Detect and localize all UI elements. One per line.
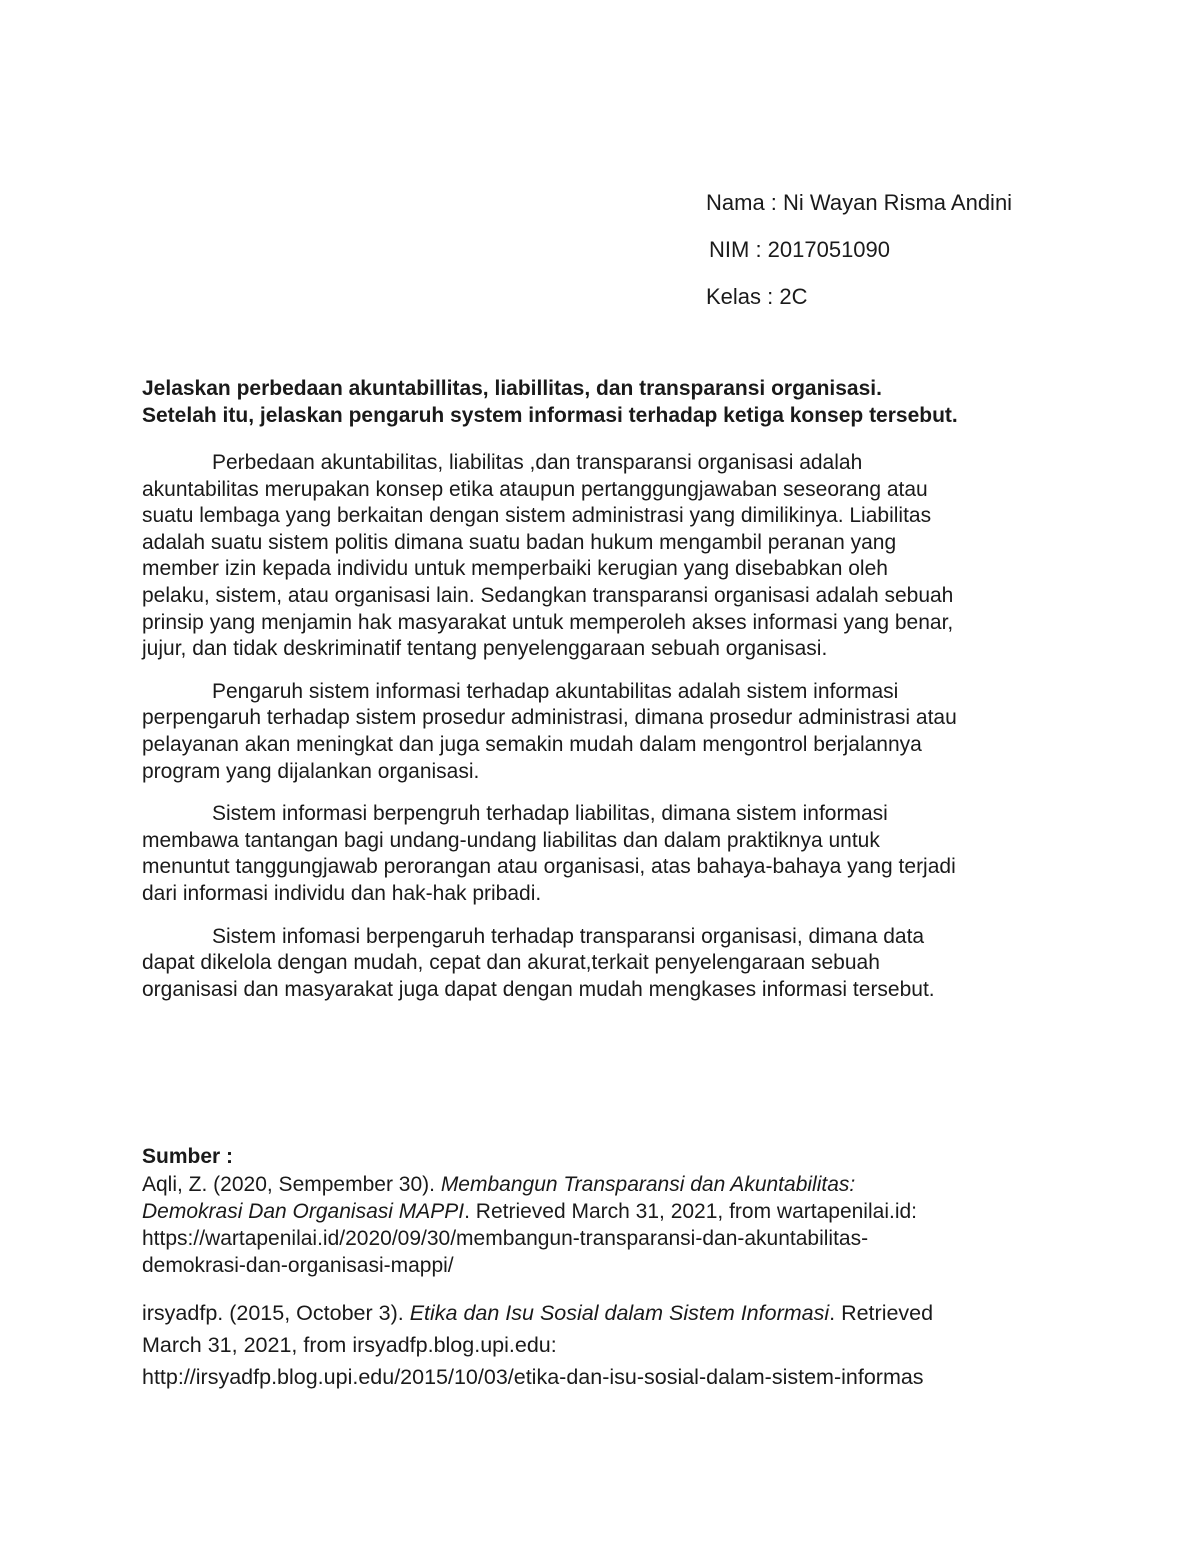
paragraph-line: Sistem infomasi berpengaruh terhadap transparansi organisasi, dimana data (212, 924, 925, 948)
paragraph-line: member izin kepada individu untuk memperbaiki kerugian yang disebabkan oleh (142, 557, 888, 581)
paragraph-line: jujur, dan tidak deskriminatif tentang penyelenggaraan sebuah organisasi. (142, 637, 828, 661)
paragraph-line: akuntabilitas merupakan konsep etika ataupun pertanggungjawaban seseorang atau (142, 477, 928, 501)
reference-author: irsyadfp. (2015, October 3). (142, 1301, 410, 1325)
paragraph-line: Sistem informasi berpengruh terhadap liabilitas, dimana sistem informasi (212, 802, 888, 826)
reference-2 (142, 1297, 1102, 1393)
paragraph-line: adalah suatu sistem politis dimana suatu badan hukum mengambil peranan yang (142, 530, 897, 554)
reference-line (142, 1297, 1102, 1329)
reference-title: Etika dan Isu Sosial dalam Sistem Informasi (409, 1301, 830, 1325)
paragraph-line: perpengaruh terhadap sistem prosedur administrasi, dimana prosedur administrasi atau (142, 706, 957, 730)
reference-title: Membangun Transparansi dan Akuntabilitas: (440, 1173, 856, 1196)
reference-title: Demokrasi Dan Organisasi MAPPI (142, 1200, 465, 1223)
paragraph-line: Pengaruh sistem informasi terhadap akuntabilitas adalah sistem informasi (212, 679, 899, 703)
reference-retrieved: . Retrieved (829, 1301, 934, 1325)
reference-line (142, 1198, 1102, 1225)
paragraph-line: dapat dikelola dengan mudah, cepat dan akurat,terkait penyelengaraan sebuah (142, 951, 880, 975)
paragraph-akuntabilitas (142, 679, 1072, 785)
paragraph-line: program yang dijalankan organisasi. (142, 759, 480, 783)
paragraph-liabilitas (142, 801, 1072, 907)
paragraph-line: pelayanan akan meningkat dan juga semakin mudah dalam mengontrol berjalannya (142, 732, 922, 756)
paragraph-line: Perbedaan akuntabilitas, liabilitas ,dan transparansi organisasi adalah (212, 451, 863, 474)
student-nim: NIM : 2017051090 (709, 237, 891, 262)
paragraph-line: suatu lembaga yang berkaitan dengan sistem administrasi yang dimilikinya. Liabilitas (142, 504, 932, 528)
paragraph-line: prinsip yang menjamin hak masyarakat untuk memperoleh akses informasi yang benar, (142, 610, 954, 634)
sources-section (142, 1143, 1102, 1393)
reference-line (142, 1171, 1102, 1198)
student-identity (706, 188, 1012, 312)
paragraph-line: organisasi dan masyarakat juga dapat dengan mudah mengkases informasi tersebut. (142, 977, 935, 1001)
paragraph-transparansi (142, 924, 1072, 1004)
reference-url[interactable]: https://wartapenilai.id/2020/09/30/membangun-transparansi-dan-akuntabilitas- (142, 1227, 869, 1250)
reference-url[interactable]: http://irsyadfp.blog.upi.edu/2015/10/03/etika-dan-isu-sosial-dalam-sistem-informas (142, 1365, 924, 1389)
paragraph-line: dari informasi individu dan hak-hak pribadi. (142, 881, 542, 905)
reference-1 (142, 1171, 1102, 1279)
paragraph-line: membawa tantangan bagi undang-undang liabilitas dan dalam praktiknya untuk (142, 828, 880, 852)
question-line-2: Setelah itu, jelaskan pengaruh system informasi terhadap ketiga konsep tersebut. (142, 404, 958, 427)
student-name: Nama : Ni Wayan Risma Andini (706, 190, 1013, 215)
document-body (142, 375, 1072, 1019)
paragraph-line: pelaku, sistem, atau organisasi lain. Sedangkan transparansi organisasi adalah sebuah (142, 583, 954, 607)
paragraph-line: menuntut tanggungjawab perorangan atau organisasi, atas bahaya-bahaya yang terjadi (142, 855, 956, 879)
reference-url[interactable]: demokrasi-dan-organisasi-mappi/ (142, 1254, 454, 1277)
question-line-1: Jelaskan perbedaan akuntabillitas, liabillitas, dan transparansi organisasi. (142, 377, 882, 400)
sources-heading: Sumber : (142, 1145, 234, 1168)
reference-author: Aqli, Z. (2020, Sempember 30). (142, 1173, 441, 1196)
reference-retrieved-line: March 31, 2021, from irsyadfp.blog.upi.edu: (142, 1333, 557, 1357)
paragraph-perbedaan (142, 450, 1072, 663)
student-class: Kelas : 2C (706, 284, 808, 309)
assignment-question (142, 375, 1072, 429)
reference-retrieved: . Retrieved March 31, 2021, from wartapenilai.id: (464, 1200, 917, 1223)
